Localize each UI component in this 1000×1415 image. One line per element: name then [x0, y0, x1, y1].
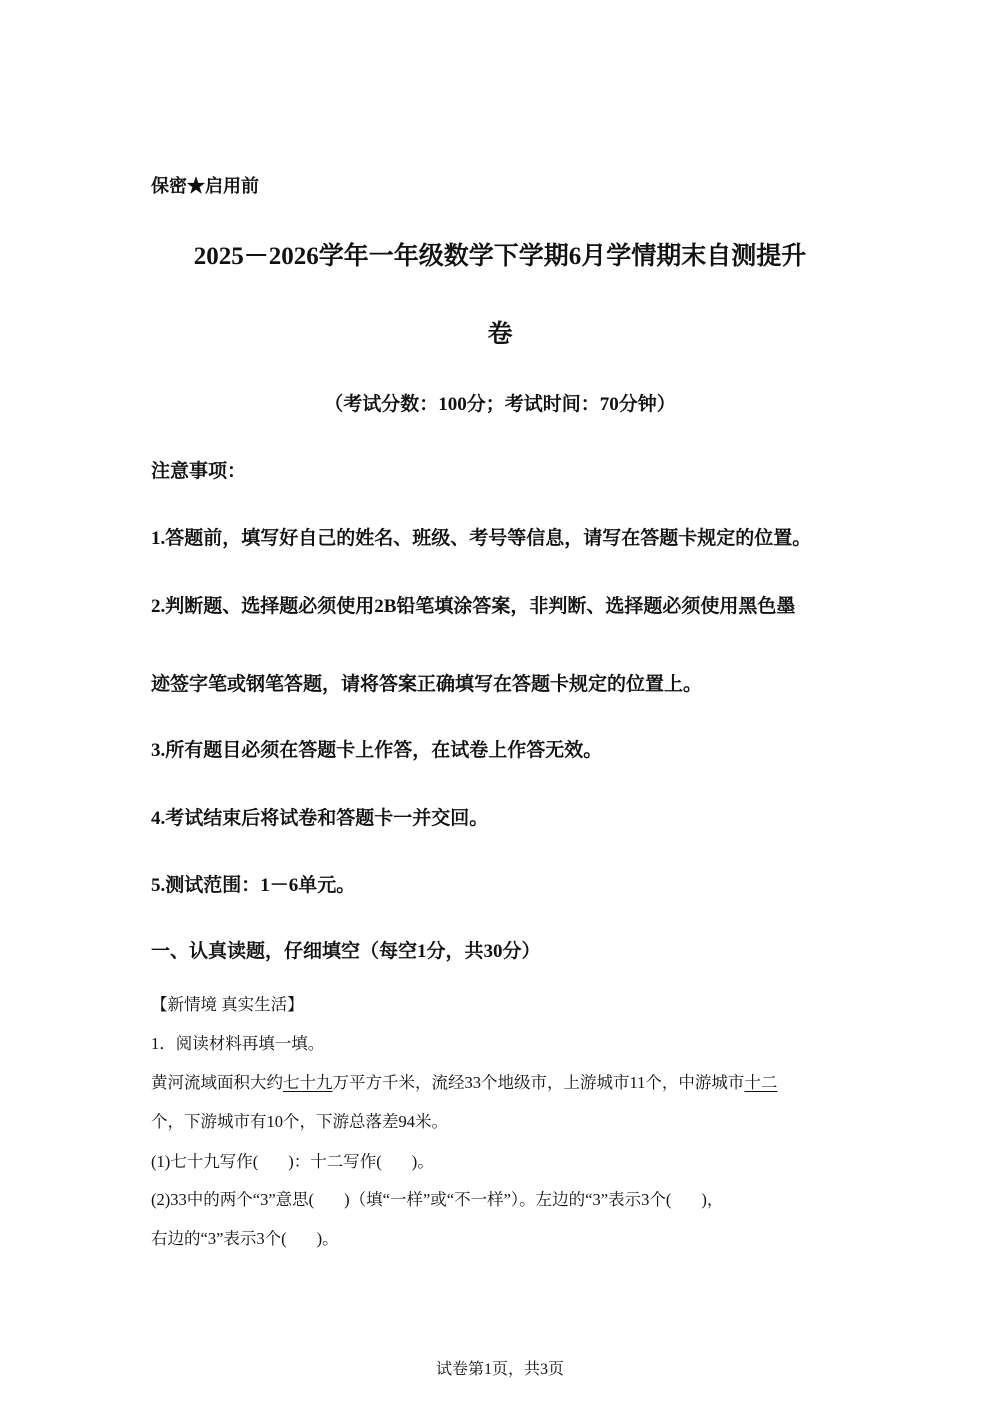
- notice-item-3: 3.所有题目必须在答题卡上作答，在试卷上作答无效。: [151, 740, 603, 761]
- material-text: [151, 1069, 777, 1093]
- page-title: 2025－2026学年一年级数学下学期6月学情期末自测提升: [193, 243, 807, 270]
- sub-question-2: [151, 1186, 723, 1210]
- material-text-part: 黄河流域面积大约: [151, 1073, 283, 1092]
- sub-question-text: )。: [411, 1152, 434, 1171]
- sub-question-text: 右边的“3”表示3个(: [151, 1229, 287, 1248]
- material-text-continued: 个，下游城市有10个，下游总落差94米。: [151, 1112, 448, 1131]
- sub-question-text: (1)七十九写作(: [151, 1152, 259, 1171]
- sub-question-text: )：十二写作(: [288, 1152, 382, 1171]
- section-heading: 一、认真读题，仔细填空（每空1分，共30分）: [151, 941, 541, 962]
- notice-heading: 注意事项：: [151, 461, 247, 482]
- underlined-number: 七十九: [283, 1073, 333, 1092]
- notice-item-2-continued: 迹签字笔或钢笔答题，请将答案正确填写在答题卡规定的位置上。: [151, 674, 703, 695]
- material-text-part: 万平方千米，流经33个地级市，上游城市11个，中游城市: [332, 1073, 745, 1092]
- exam-info: （考试分数：100分；考试时间：70分钟）: [324, 394, 676, 415]
- page-footer: 试卷第1页，共3页: [435, 1361, 564, 1378]
- page-title-continued: 卷: [487, 321, 513, 348]
- context-tag: 【新情境 真实生活】: [151, 995, 304, 1014]
- notice-item-2: 2.判断题、选择题必须使用2B铅笔填涂答案，非判断、选择题必须使用黑色墨: [151, 596, 796, 617]
- notice-item-1: 1.答题前，填写好自己的姓名、班级、考号等信息，请写在答题卡规定的位置。: [151, 528, 812, 549]
- sub-question-2-continued: [151, 1225, 339, 1249]
- underlined-number: 十二: [744, 1073, 778, 1092]
- sub-question-text: )（填“一样”或“不一样”）。左边的“3”表示3个(: [344, 1190, 672, 1209]
- sub-question-1: [151, 1148, 434, 1172]
- sub-question-text: (2)33中的两个“3”意思(: [151, 1190, 315, 1209]
- sub-question-text: )。: [316, 1229, 339, 1248]
- confidential-label: 保密★启用前: [151, 176, 259, 196]
- notice-item-5: 5.测试范围：1－6单元。: [151, 875, 356, 896]
- sub-question-text: )，: [701, 1190, 724, 1209]
- question-1-intro: 1．阅读材料再填一填。: [151, 1034, 325, 1053]
- notice-item-4: 4.考试结束后将试卷和答题卡一并交回。: [151, 808, 489, 829]
